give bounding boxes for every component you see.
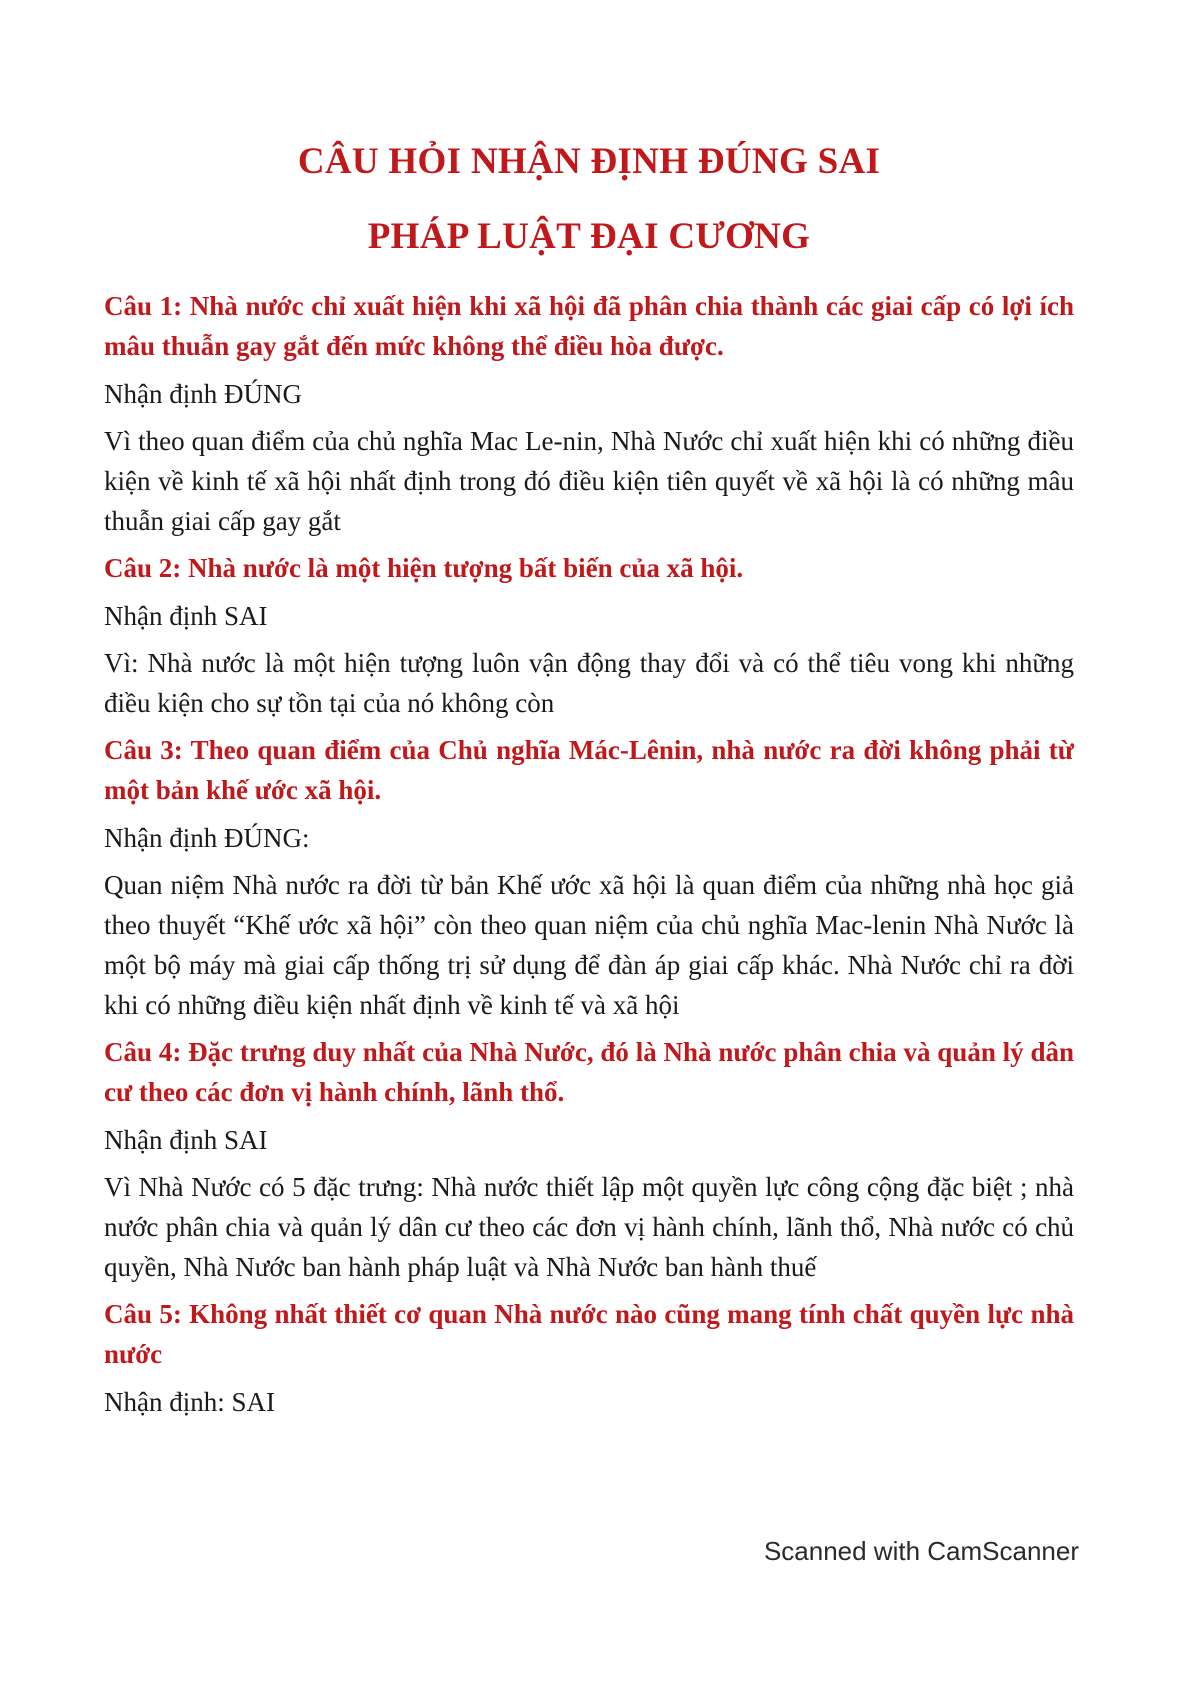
- verdict-1: Nhận định ĐÚNG: [104, 378, 302, 409]
- question-5: Câu 5: Không nhất thiết cơ quan Nhà nước nào cũng mang tính chất quyền lực nhà nước: [104, 1298, 1074, 1369]
- question-block-5: [104, 1294, 1074, 1422]
- document-page: [104, 140, 1074, 1429]
- verdict-4: Nhận định SAI: [104, 1124, 268, 1155]
- question-block-4: [104, 1032, 1074, 1287]
- question-block-1: [104, 286, 1074, 541]
- question-2: Câu 2: Nhà nước là một hiện tượng bất biến của xã hội.: [104, 552, 744, 583]
- document-title: CÂU HỎI NHẬN ĐỊNH ĐÚNG SAI: [297, 141, 881, 182]
- question-3: Câu 3: Theo quan điểm của Chủ nghĩa Mác-Lênin, nhà nước ra đời không phải từ một bản khế ước xã hội.: [104, 734, 1074, 805]
- question-1: Câu 1: Nhà nước chỉ xuất hiện khi xã hội đã phân chia thành các giai cấp có lợi ích mâu thuẫn gay gắt đến mức không thể điều hòa được.: [104, 290, 1074, 361]
- verdict-5: Nhận định: SAI: [104, 1386, 275, 1417]
- explanation-4: Vì Nhà Nước có 5 đặc trưng: Nhà nước thiết lập một quyền lực công cộng đặc biệt ; nhà nước phân chia và quản lý dân cư theo các đơn vị hành chính, lãnh thổ, Nhà nước có chủ quyền, Nhà Nước ban hành pháp luật và Nhà Nước ban hành thuế: [104, 1171, 1074, 1282]
- explanation-2: Vì: Nhà nước là một hiện tượng luôn vận động thay đổi và có thể tiêu vong khi những điều kiện cho sự tồn tại của nó không còn: [104, 647, 1074, 718]
- scanner-watermark: Scanned with CamScanner: [763, 1536, 1079, 1566]
- question-4: Câu 4: Đặc trưng duy nhất của Nhà Nước, đó là Nhà nước phân chia và quản lý dân cư theo các đơn vị hành chính, lãnh thổ.: [104, 1036, 1074, 1107]
- explanation-3: Quan niệm Nhà nước ra đời từ bản Khế ước xã hội là quan điểm của những nhà học giả theo thuyết “Khế ước xã hội” còn theo quan niệm của chủ nghĩa Mac-lenin Nhà Nước là một bộ máy mà giai cấp thống trị sử dụng để đàn áp giai cấp khác. Nhà Nước chỉ ra đời khi có những điều kiện nhất định về kinh tế và xã hội: [104, 869, 1074, 1020]
- verdict-3: Nhận định ĐÚNG:: [104, 822, 310, 853]
- document-subtitle: PHÁP LUẬT ĐẠI CƯƠNG: [367, 216, 811, 258]
- question-block-2: [104, 548, 1074, 723]
- question-block-3: [104, 730, 1074, 1025]
- verdict-2: Nhận định SAI: [104, 600, 268, 631]
- explanation-1: Vì theo quan điểm của chủ nghĩa Mac Le-nin, Nhà Nước chỉ xuất hiện khi có những điều kiện về kinh tế xã hội nhất định trong đó điều kiện tiên quyết về xã hội là có những mâu thuẫn giai cấp gay gắt: [104, 425, 1074, 536]
